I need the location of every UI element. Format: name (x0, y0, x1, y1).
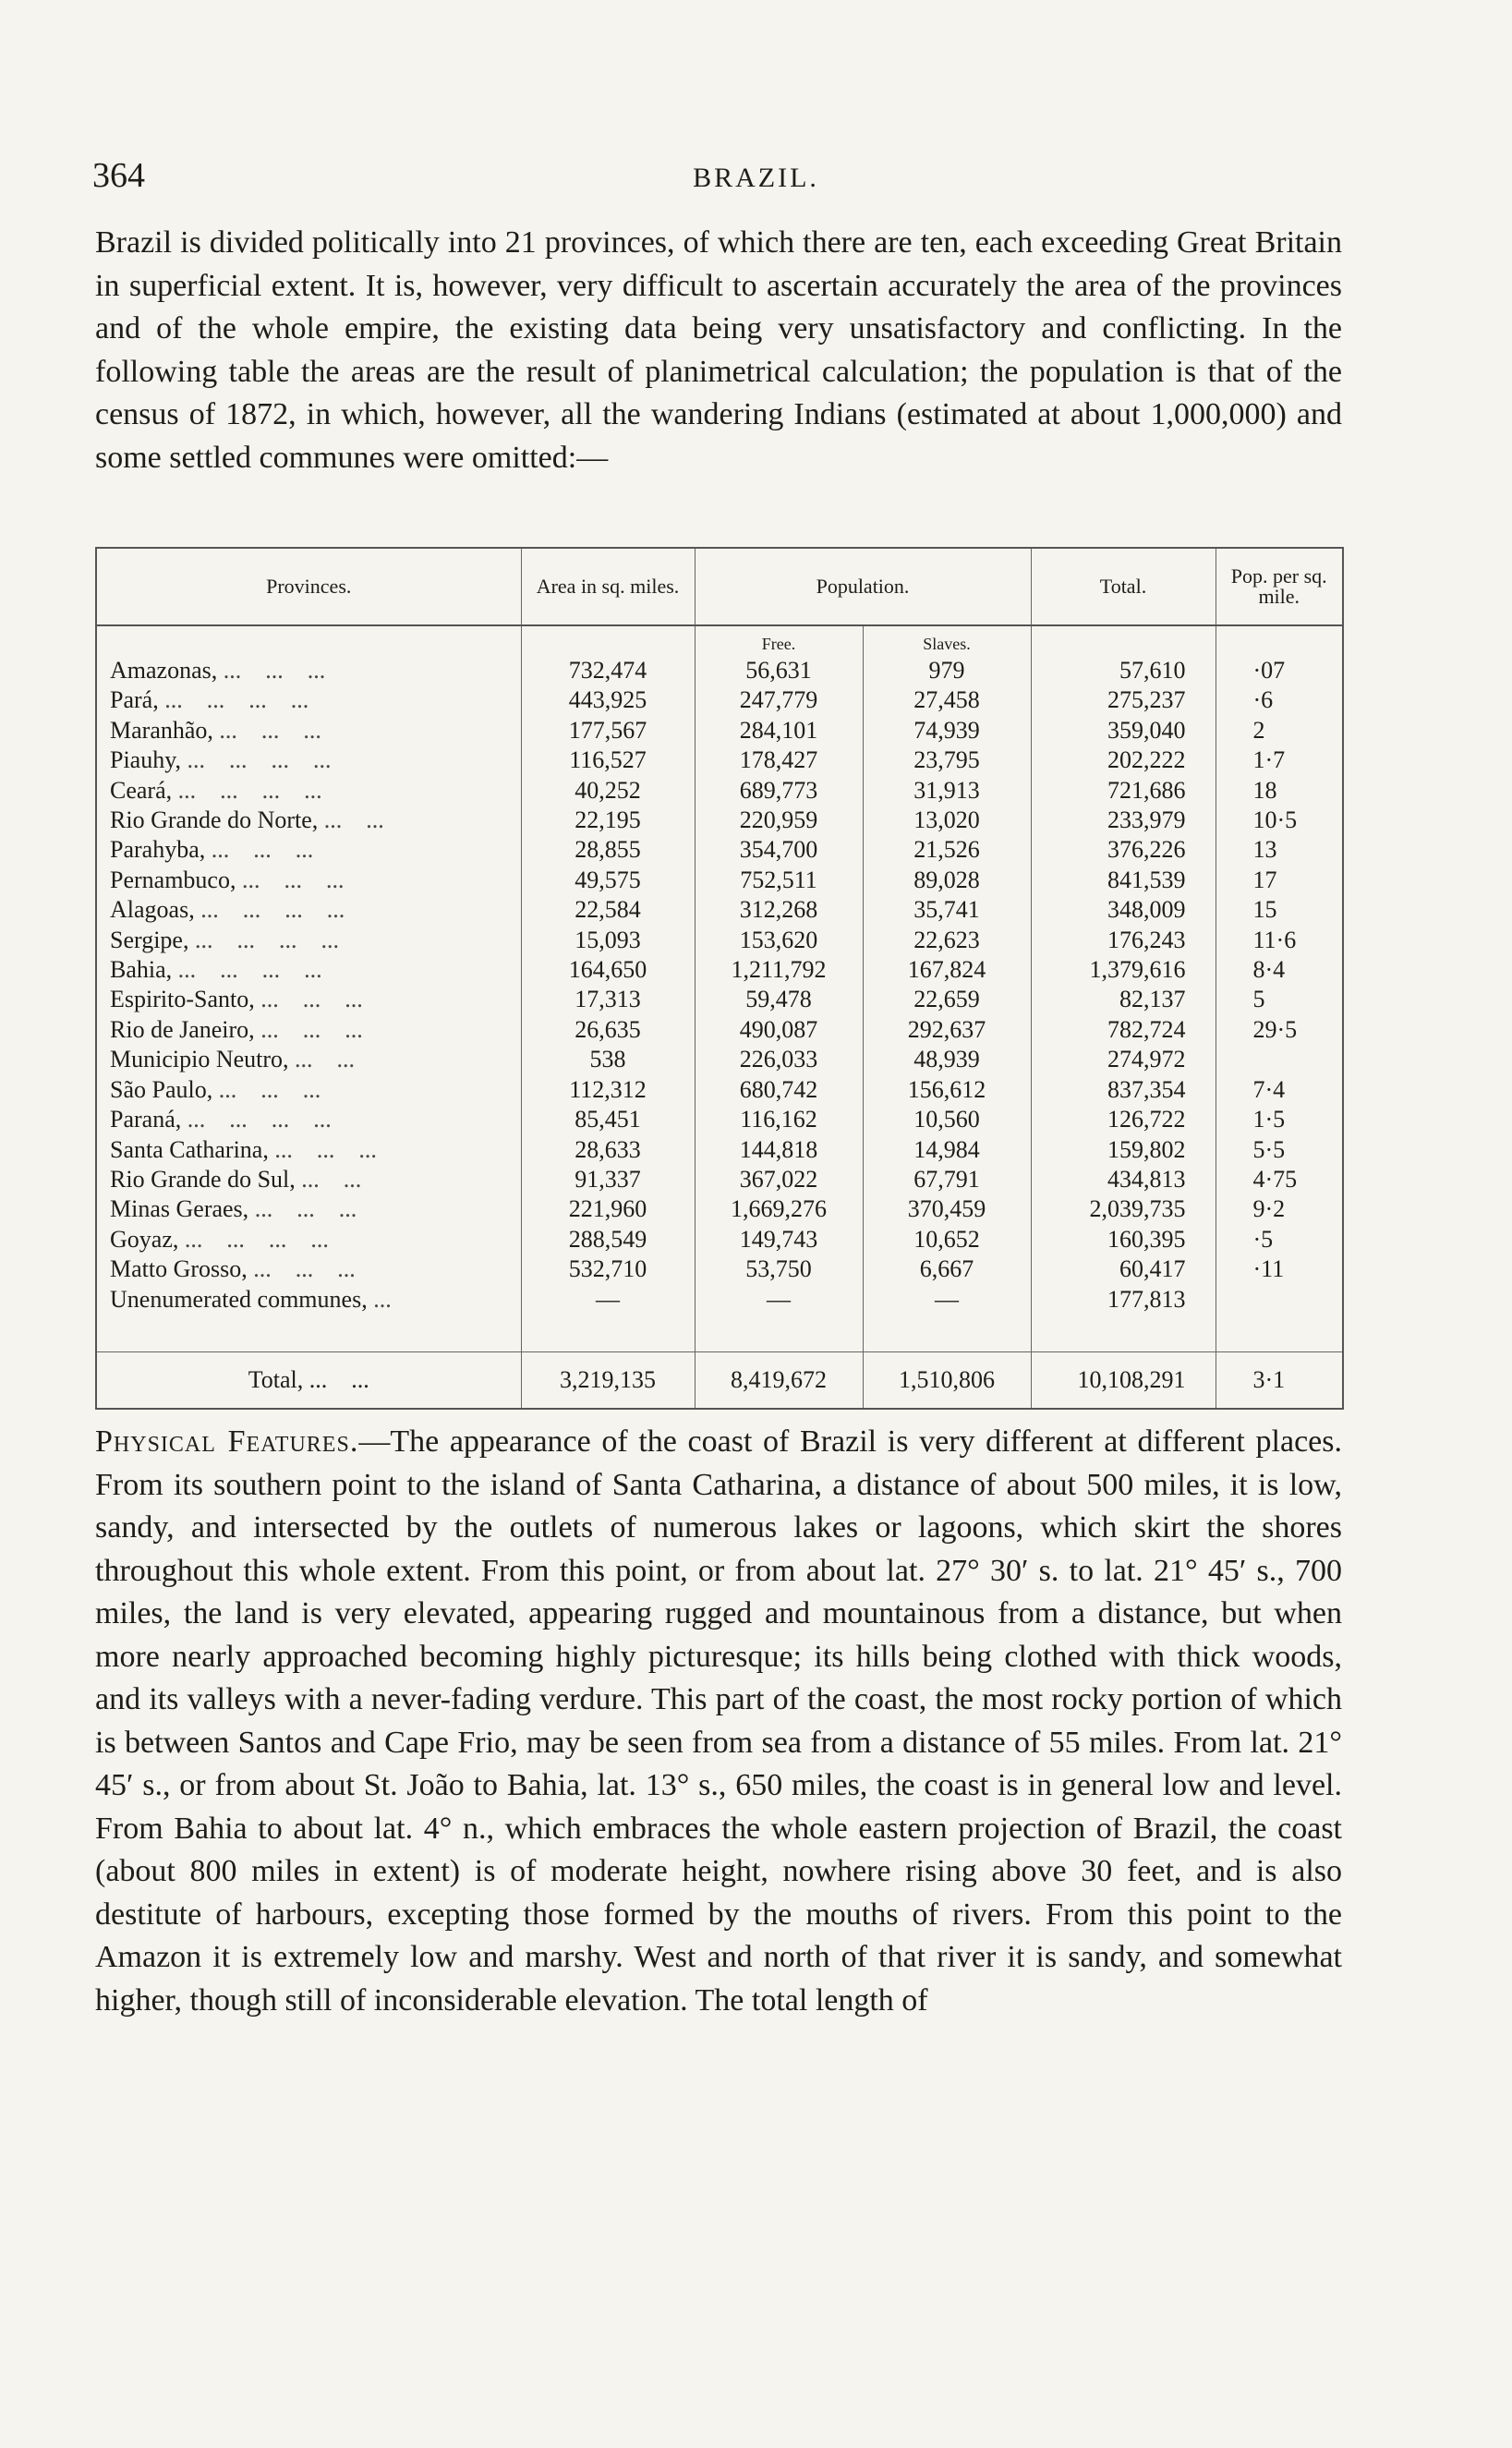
total-cell: 126,722 (1031, 1105, 1216, 1134)
total-cell: 60,417 (1031, 1254, 1216, 1284)
slaves-cell: 979 (863, 656, 1031, 685)
province-name-cell (96, 866, 521, 895)
free-cell: 284,101 (695, 716, 863, 745)
slaves-cell: 6,667 (863, 1254, 1031, 1284)
area-cell: 177,567 (521, 716, 695, 745)
total-cell: 177,813 (1031, 1285, 1216, 1315)
slaves-cell: 74,939 (863, 716, 1031, 745)
table-row (96, 985, 1343, 1014)
pop-per-sq-mile-cell: 5·5 (1252, 1135, 1286, 1163)
slaves-cell: 31,913 (863, 776, 1031, 806)
table-row (96, 745, 1343, 775)
province-name-cell (96, 1075, 521, 1105)
province-name-cell (96, 806, 521, 835)
slaves-cell: 22,659 (863, 985, 1031, 1014)
province-name: Maranhão, (110, 716, 213, 744)
dot-leader: ... ... ... (241, 866, 345, 893)
area-cell: 91,337 (521, 1165, 695, 1194)
province-name-cell (96, 926, 521, 955)
province-name: Paraná, (110, 1106, 182, 1133)
free-cell: 153,620 (695, 926, 863, 955)
total-pop-per-sq-mile-cell: 3·1 (1216, 1351, 1343, 1409)
header-area: Area in sq. miles. (521, 548, 695, 625)
slaves-cell: 13,020 (863, 806, 1031, 835)
table-row (96, 806, 1343, 835)
pop-per-sq-mile-cell: 5 (1252, 986, 1265, 1013)
header-provinces: Provinces. (96, 548, 521, 625)
table-row (96, 716, 1343, 745)
pop-per-sq-mile-cell: 18 (1252, 776, 1277, 804)
area-cell: 112,312 (521, 1075, 695, 1105)
pop-per-sq-mile-cell: ·07 (1252, 657, 1286, 684)
table-row (96, 926, 1343, 955)
table-row (96, 1165, 1343, 1194)
slaves-cell: 22,623 (863, 926, 1031, 955)
area-cell: 443,925 (521, 685, 695, 715)
dot-leader: ... ... ... (211, 836, 314, 864)
slaves-cell: 292,637 (863, 1015, 1031, 1045)
table-body (96, 625, 1343, 1409)
pop-per-sq-mile-cell: 4·75 (1252, 1165, 1298, 1193)
total-row (96, 1351, 1343, 1409)
total-label-cell (96, 1351, 521, 1409)
area-cell: 164,650 (521, 955, 695, 985)
province-name: Espirito-Santo, (110, 986, 255, 1013)
area-cell: 49,575 (521, 866, 695, 895)
pop-per-sq-mile-cell: 2 (1252, 716, 1265, 744)
total-cell: 176,243 (1031, 926, 1216, 955)
province-name: Goyaz, (110, 1225, 179, 1253)
free-cell: 312,268 (695, 895, 863, 925)
province-name-cell (96, 685, 521, 715)
area-cell: 85,451 (521, 1105, 695, 1134)
free-cell: 59,478 (695, 985, 863, 1014)
area-cell: 22,584 (521, 895, 695, 925)
area-cell: 221,960 (521, 1194, 695, 1224)
pop-per-sq-mile-cell: 17 (1252, 866, 1277, 893)
area-cell: 532,710 (521, 1254, 695, 1284)
pop-per-sq-mile-cell: 10·5 (1252, 806, 1298, 834)
table-row (96, 1254, 1343, 1284)
slaves-cell: 156,612 (863, 1075, 1031, 1105)
table-row (96, 1015, 1343, 1045)
free-cell: 689,773 (695, 776, 863, 806)
area-cell: 26,635 (521, 1015, 695, 1045)
dot-leader: ... ... ... ... (200, 896, 345, 924)
province-name: Alagoas, (110, 896, 195, 924)
area-cell: 15,093 (521, 926, 695, 955)
table-row (96, 955, 1343, 985)
total-cell: 841,539 (1031, 866, 1216, 895)
province-name: Rio Grande do Sul, (110, 1165, 296, 1193)
area-cell: 28,633 (521, 1135, 695, 1165)
provinces-table (95, 547, 1344, 1410)
pop-per-sq-mile-cell: 7·4 (1252, 1075, 1286, 1103)
total-cell: 275,237 (1031, 685, 1216, 715)
total-cell: 1,379,616 (1031, 955, 1216, 985)
dot-leader: ... ... ... (260, 986, 363, 1013)
dot-leader: ... ... (295, 1046, 356, 1073)
table-row (96, 685, 1343, 715)
dot-leader: ... ... ... (223, 657, 326, 684)
total-cell: 82,137 (1031, 985, 1216, 1014)
total-cell: 782,724 (1031, 1015, 1216, 1045)
dot-leader: ... ... ... ... (177, 956, 322, 984)
table-row (96, 1105, 1343, 1134)
province-name-cell (96, 1254, 521, 1284)
total-cell: 2,039,735 (1031, 1194, 1216, 1224)
province-name: Municipio Neutro, (110, 1046, 289, 1073)
total-cell: 57,610 (1031, 656, 1216, 685)
pop-per-sq-mile-cell: ·5 (1252, 1225, 1274, 1253)
total-cell: 837,354 (1031, 1075, 1216, 1105)
total-cell: 233,979 (1031, 806, 1216, 835)
dot-leader: ... ... ... (219, 716, 321, 744)
area-cell: 17,313 (521, 985, 695, 1014)
free-cell: 1,211,792 (695, 955, 863, 985)
province-name: Parahyba, (110, 836, 206, 864)
pop-per-sq-mile-cell: ·6 (1252, 686, 1274, 714)
area-cell: 28,855 (521, 835, 695, 865)
slaves-cell: 27,458 (863, 685, 1031, 715)
dot-leader: ... ... ... ... (194, 926, 339, 953)
pop-per-sq-mile-cell: 1·5 (1252, 1106, 1286, 1133)
table-row (96, 1285, 1343, 1315)
total-cell: 359,040 (1031, 716, 1216, 745)
dot-leader: ... ... ... (254, 1195, 357, 1223)
area-cell: — (521, 1285, 695, 1315)
province-name-cell (96, 1165, 521, 1194)
province-name-cell (96, 1105, 521, 1134)
table-row (96, 776, 1343, 806)
free-cell: 178,427 (695, 745, 863, 775)
province-name: Rio Grande do Norte, (110, 806, 319, 834)
pop-per-sq-mile-cell: 9·2 (1252, 1195, 1286, 1223)
total-cell: 274,972 (1031, 1045, 1216, 1074)
total-label: Total, (248, 1365, 304, 1393)
subheader-row (96, 625, 1343, 656)
total-area-cell: 3,219,135 (521, 1351, 695, 1409)
pop-per-sq-mile-cell (1216, 1045, 1343, 1074)
free-cell: 56,631 (695, 656, 863, 685)
province-name-cell (96, 895, 521, 925)
total-cell: 348,009 (1031, 895, 1216, 925)
area-cell: 22,195 (521, 806, 695, 835)
province-name: Ceará, (110, 776, 173, 804)
province-name: Matto Grosso, (110, 1255, 248, 1283)
free-cell: 752,511 (695, 866, 863, 895)
area-cell: 288,549 (521, 1225, 695, 1254)
total-cell: 434,813 (1031, 1165, 1216, 1194)
free-cell: 116,162 (695, 1105, 863, 1134)
physical-features-paragraph (95, 1421, 1342, 2022)
free-cell: 144,818 (695, 1135, 863, 1165)
table-row (96, 1194, 1343, 1224)
area-cell: 538 (521, 1045, 695, 1074)
slaves-cell: 10,560 (863, 1105, 1031, 1134)
pop-per-sq-mile-cell: 29·5 (1252, 1015, 1298, 1043)
table-row (96, 866, 1343, 895)
table-row (96, 656, 1343, 685)
province-name: São Paulo, (110, 1075, 213, 1103)
province-name: Unenumerated communes, (110, 1285, 368, 1313)
pop-per-sq-mile-cell: 13 (1252, 836, 1277, 864)
slaves-cell: 167,824 (863, 955, 1031, 985)
header-pop-per-sq-mile: Pop. per sq. mile. (1216, 548, 1343, 625)
free-cell: 354,700 (695, 835, 863, 865)
free-cell: 367,022 (695, 1165, 863, 1194)
dot-leader: ... ... ... (260, 1015, 363, 1043)
free-cell: 247,779 (695, 685, 863, 715)
dot-leader: ... ... ... (218, 1075, 321, 1103)
province-name-cell (96, 716, 521, 745)
table-row (96, 1045, 1343, 1074)
province-name-cell (96, 776, 521, 806)
dot-leader: ... ... ... ... (177, 776, 322, 804)
province-name: Piauhy, (110, 746, 182, 774)
section-heading: Physical Features. (95, 1424, 359, 1459)
slaves-cell: 67,791 (863, 1165, 1031, 1194)
table-row (96, 1075, 1343, 1105)
header-population: Population. (695, 548, 1031, 625)
slaves-cell: 370,459 (863, 1194, 1031, 1224)
dot-leader: ... (373, 1285, 392, 1313)
dot-leader: ... ... ... ... (187, 1106, 332, 1133)
slaves-cell: 48,939 (863, 1045, 1031, 1074)
area-cell: 40,252 (521, 776, 695, 806)
province-name: Amazonas, (110, 657, 218, 684)
free-cell: 680,742 (695, 1075, 863, 1105)
slaves-cell: 23,795 (863, 745, 1031, 775)
free-cell: 490,087 (695, 1015, 863, 1045)
province-name: Pernambuco, (110, 866, 236, 893)
province-name-cell (96, 1194, 521, 1224)
province-name: Minas Geraes, (110, 1195, 249, 1223)
total-slaves-cell: 1,510,806 (863, 1351, 1031, 1409)
pop-per-sq-mile-cell: 11·6 (1252, 926, 1297, 953)
province-name-cell (96, 1225, 521, 1254)
province-name-cell (96, 1045, 521, 1074)
total-cell: 202,222 (1031, 745, 1216, 775)
subheader-free: Free. (695, 625, 863, 656)
header-total: Total. (1031, 548, 1216, 625)
table-row (96, 1135, 1343, 1165)
table-row (96, 835, 1343, 865)
free-cell: 149,743 (695, 1225, 863, 1254)
total-cell: 376,226 (1031, 835, 1216, 865)
province-name-cell (96, 1015, 521, 1045)
total-cell: 160,395 (1031, 1225, 1216, 1254)
pop-per-sq-mile-cell: 15 (1252, 896, 1277, 924)
dot-leader: ... ... ... (274, 1135, 377, 1163)
dot-leader: ... ... (308, 1365, 369, 1393)
province-name: Rio de Janeiro, (110, 1015, 255, 1043)
pop-per-sq-mile-cell (1216, 1285, 1343, 1315)
province-name: Bahia, (110, 956, 173, 984)
province-name-cell (96, 745, 521, 775)
total-cell: 159,802 (1031, 1135, 1216, 1165)
running-title: BRAZIL. (693, 163, 819, 193)
page-number: 364 (92, 156, 145, 195)
province-name: Pará, (110, 686, 159, 714)
slaves-cell: 89,028 (863, 866, 1031, 895)
grand-total-cell: 10,108,291 (1031, 1351, 1216, 1409)
spacer-row (96, 1315, 1343, 1352)
total-cell: 721,686 (1031, 776, 1216, 806)
slaves-cell: — (863, 1285, 1031, 1315)
table-row (96, 895, 1343, 925)
province-name-cell (96, 955, 521, 985)
free-cell: 220,959 (695, 806, 863, 835)
slaves-cell: 35,741 (863, 895, 1031, 925)
province-name-cell (96, 1135, 521, 1165)
dot-leader: ... ... ... ... (187, 746, 332, 774)
physical-features-text: —The appearance of the coast of Brazil is very different at different places. From its southern point to the island of Santa Catharina, a distance of about 500 miles, it is low, sandy, and intersected by the outlets of numerous lakes or lagoons, which skirt the shores throughout this whole extent. From this point, or from about lat. 27° 30′ s. to lat. 21° 45′ s., 700 miles, the land is very elevated, appearing rugged and mountainous from a distance, but when more nearly approached becoming highly picturesque; its hills being clothed with thick woods, and its valleys with a never-fading verdure. This part of the coast, the most rocky portion of which is between Santos and Cape Frio, may be seen from sea from a distance of 55 miles. From lat. 21° 45′ s., or from about St. João to Bahia, lat. 13° s., 650 miles, the coast is in general low and level. From Bahia to about lat. 4° n., which embraces the whole eastern projection of Brazil, the coast (about 800 miles in extent) is of moderate height, nowhere rising above 30 feet, and is also destitute of harbours, excepting those formed by the mouths of rivers. From this point to the Amazon it is extremely low and marshy. West and north of that river it is sandy, and somewhat higher, though still of inconsiderable elevation. The total length of (95, 1424, 1342, 2018)
pop-per-sq-mile-cell: 1·7 (1252, 746, 1286, 774)
slaves-cell: 10,652 (863, 1225, 1031, 1254)
area-cell: 732,474 (521, 656, 695, 685)
free-cell: 1,669,276 (695, 1194, 863, 1224)
intro-paragraph: Brazil is divided politically into 21 provinces, of which there are ten, each exceeding Great Britain in superficial extent. It is, however, very difficult to ascertain accurately the area of the provinces and of the whole empire, the existing data being very unsatisfactory and conflicting. In the following table the areas are the result of planimetrical calculation; the population is that of the census of 1872, in which, however, all the wandering Indians (estimated at about 1,000,000) and some settled communes were omitted:— (95, 225, 1342, 475)
pop-per-sq-mile-cell: 8·4 (1252, 956, 1286, 984)
pop-per-sq-mile-cell: ·11 (1252, 1255, 1285, 1283)
province-name: Sergipe, (110, 926, 189, 953)
province-name-cell (96, 656, 521, 685)
free-cell: — (695, 1285, 863, 1315)
dot-leader: ... ... (323, 806, 384, 834)
free-cell: 53,750 (695, 1254, 863, 1284)
table-row (96, 1225, 1343, 1254)
subheader-slaves: Slaves. (863, 625, 1031, 656)
province-name: Santa Catharina, (110, 1135, 269, 1163)
province-name-cell (96, 1285, 521, 1315)
dot-leader: ... ... ... ... (184, 1225, 329, 1253)
province-name-cell (96, 835, 521, 865)
dot-leader: ... ... ... ... (164, 686, 309, 714)
dot-leader: ... ... (301, 1165, 362, 1193)
total-free-cell: 8,419,672 (695, 1351, 863, 1409)
free-cell: 226,033 (695, 1045, 863, 1074)
slaves-cell: 21,526 (863, 835, 1031, 865)
province-name-cell (96, 985, 521, 1014)
dot-leader: ... ... ... (253, 1255, 356, 1283)
slaves-cell: 14,984 (863, 1135, 1031, 1165)
area-cell: 116,527 (521, 745, 695, 775)
